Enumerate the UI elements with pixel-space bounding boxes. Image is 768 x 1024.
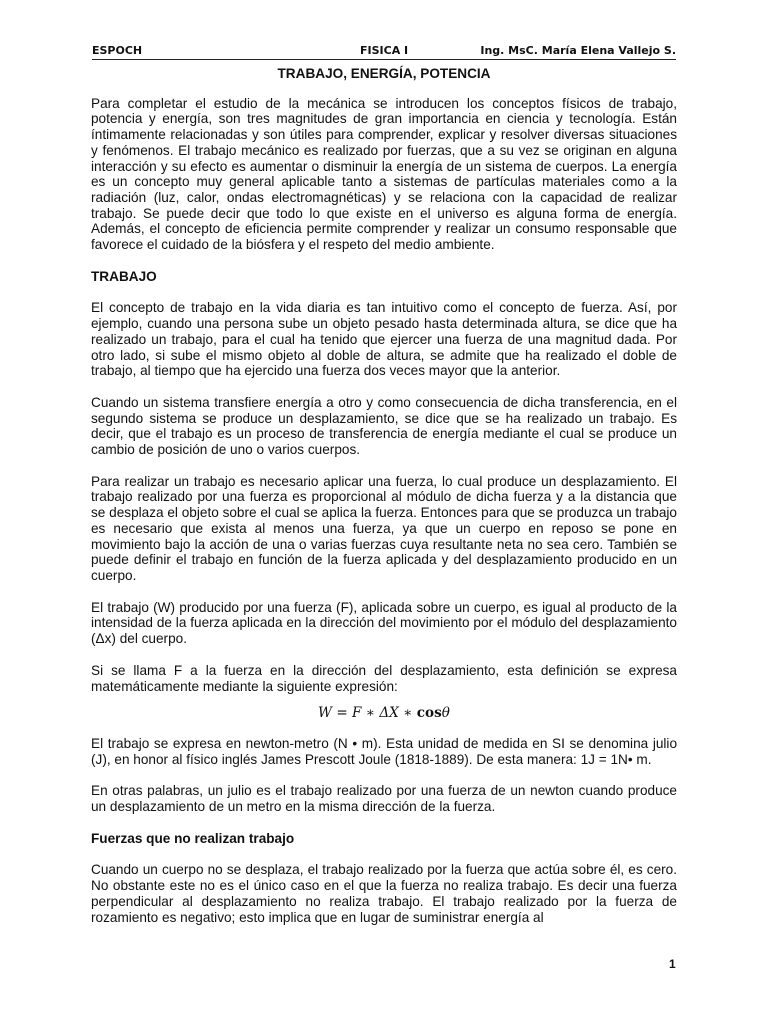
page-number: 1 xyxy=(669,957,676,971)
fuerzas-paragraph-1: Cuando un cuerpo no se desplaza, el trabajo realizado por la fuerza que actúa sobre él, es cero. No obstante este no es el único caso en el que la fuerza no realiza trabajo. Es decir una fuerza perpendicular al desplazamiento no realiza trabajo. El trabajo realizado por la fuerza de rozamiento es negativo; esto implica que en lugar de suministrar energía al xyxy=(91,862,677,925)
intro-paragraph: Para completar el estudio de la mecánica se introducen los conceptos físicos de trabajo, potencia y energía, son tres magnitudes de gran importancia en ciencia y tecnología. Están íntimamente relacionadas y son útiles para comprender, explicar y resolver diversas situaciones y fenómenos. El trabajo mecánico es realizado por fuerzas, que a su vez se originan en alguna interacción y su efecto es aumentar o disminuir la energía de un sistema de cuerpos. La energía es un concepto muy general aplicable tanto a sistemas de partículas materiales como a la radiación (luz, calor, ondas electromagnéticas) y se relaciona con la capacidad de realizar trabajo. Se puede decir que todo lo que existe en el universo es alguna forma de energía. Además, el concepto de eficiencia permite comprender y realizar un consumo responsable que favorece el cuidado de la biósfera y el respeto del medio ambiente. xyxy=(91,95,677,253)
header-institution: ESPOCH xyxy=(92,44,143,57)
page-header xyxy=(92,43,676,60)
formula-main: W = F ∗ ΔX ∗ xyxy=(318,705,417,722)
trabajo-paragraph-2: Cuando un sistema transfiere energía a otro y como consecuencia de dicha transferencia, en el segundo sistema se produce un desplazamiento, se dice que se ha realizado un trabajo. Es decir, que el trabajo es un proceso de transferencia de energía mediante el cual se produce un cambio de posición de uno o varios cuerpos. xyxy=(91,394,677,458)
section-heading-fuerzas: Fuerzas que no realizan trabajo xyxy=(91,830,295,846)
trabajo-paragraph-1: El concepto de trabajo en la vida diaria es tan intuitivo como el concepto de fuerza. Así, por ejemplo, cuando una persona sube un objeto pesado hasta determinada altura, se dice que ha realizado un trabajo, para el cual ha tenido que ejercer una fuerza de una magnitud dada. Por otro lado, si sube el mismo objeto al doble de altura, se admite que ha realizado el doble de trabajo, al tiempo que ha ejercido una fuerza dos veces mayor que la anterior. xyxy=(91,300,677,379)
header-author: Ing. MsC. María Elena Vallejo S. xyxy=(480,44,676,57)
trabajo-paragraph-5: Si se llama F a la fuerza en la dirección del desplazamiento, esta definición se expresa matemáticamente mediante la siguiente expresión: xyxy=(91,662,677,694)
work-formula xyxy=(91,706,677,722)
trabajo-paragraph-3: Para realizar un trabajo es necesario aplicar una fuerza, lo cual produce un desplazamiento. El trabajo realizado por una fuerza es proporcional al módulo de dicha fuerza y a la distancia que se desplaza el objeto sobre el cual se aplica la fuerza. Entonces para que se produzca un trabajo es necesario que exista al menos una fuerza, ya que un cuerpo en reposo se pone en movimiento bajo la acción de una o varias fuerzas cuya resultante neta no sea cero. También se puede definir el trabajo en función de la fuerza aplicada y del desplazamiento producido en un cuerpo. xyxy=(91,473,677,583)
document-body xyxy=(91,66,677,941)
trabajo-paragraph-7: En otras palabras, un julio es el trabajo realizado por una fuerza de un newton cuando produce un desplazamiento de un metro en la misma dirección de la fuerza. xyxy=(91,783,677,815)
formula-theta: θ xyxy=(441,705,450,722)
formula-cos: cos xyxy=(416,705,442,722)
trabajo-paragraph-6: El trabajo se expresa en newton-metro (N • m). Esta unidad de medida en SI se denomina julio (J), en honor al físico inglés James Prescott Joule (1818-1889). De esta manera: 1J = 1N• m. xyxy=(91,735,677,767)
document-title: TRABAJO, ENERGÍA, POTENCIA xyxy=(277,66,491,81)
header-course: FISICA I xyxy=(360,44,409,57)
section-heading-trabajo: TRABAJO xyxy=(91,268,157,284)
trabajo-paragraph-4: El trabajo (W) producido por una fuerza (F), aplicada sobre un cuerpo, es igual al producto de la intensidad de la fuerza aplicada en la dirección del movimiento por el módulo del desplazamiento (Δx) del cuerpo. xyxy=(91,599,677,647)
